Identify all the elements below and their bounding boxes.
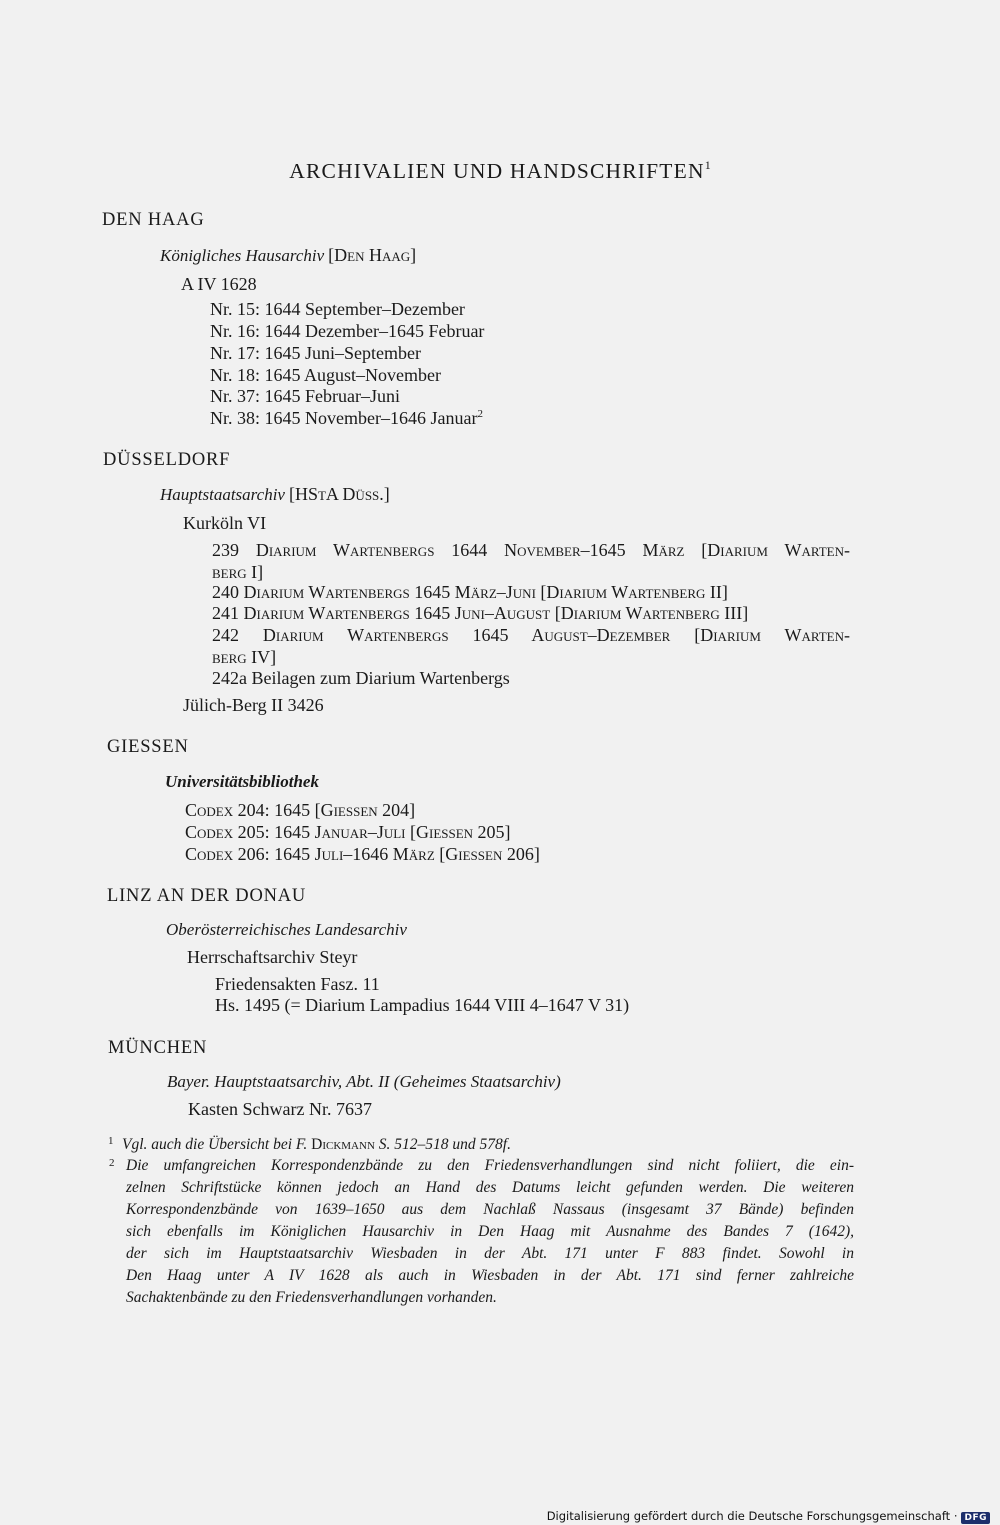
footnote-2-line: Die umfangreichen Korrespondenzbände zu den Friedensverhandlungen sind nicht foliiert, die ein- — [126, 1157, 854, 1174]
footnote-2-line: Korrespondenzbände von 1639–1650 aus dem Nachlaß Nassaus (insgesamt 37 Bände) befinden — [126, 1201, 854, 1218]
city-heading-linz: LINZ AN DER DONAU — [107, 886, 307, 906]
series-heading: Kurköln VI — [183, 513, 267, 533]
series-heading: Herrschaftsarchiv Steyr — [187, 947, 358, 967]
footnote-2-line: Den Haag unter A IV 1628 als auch in Wiesbaden in der Abt. 171 sind ferner zahlreiche — [126, 1267, 854, 1284]
footnote-ref-2: 2 — [477, 408, 483, 420]
institution-name: Universitätsbibliothek — [165, 772, 319, 791]
list-item: Nr. 18: 1645 August–November — [210, 365, 441, 385]
list-item: 241 Diarium Wartenbergs 1645 Juni–August [Diarium Wartenberg III] — [212, 603, 749, 623]
list-item: Nr. 15: 1644 September–Dezember — [210, 299, 465, 319]
footnote-2-line: zelnen Schriftstücke können jedoch an Hand des Datums leicht gefunden werden. Die weiteren — [126, 1179, 854, 1196]
page-title-text: ARCHIVALIEN UND HANDSCHRIFTEN — [289, 159, 705, 183]
institution-den-haag — [160, 245, 416, 266]
list-item: Nr. 17: 1645 Juni–September — [210, 343, 421, 363]
footnote-2-line: Sachaktenbände zu den Friedensverhandlungen vorhanden. — [126, 1289, 497, 1306]
list-item-text: Nr. 38: 1645 November–1646 Januar — [210, 408, 478, 428]
list-item-continuation: berg IV] — [212, 647, 277, 667]
city-heading-giessen: GIESSEN — [107, 737, 189, 757]
footnote-author: Dickmann — [311, 1136, 375, 1153]
series-heading: A IV 1628 — [181, 274, 257, 294]
institution-abbrev: [HStA Düss.] — [288, 484, 390, 504]
dfg-logo: DFG — [961, 1512, 990, 1524]
city-heading-den-haag: DEN HAAG — [102, 210, 205, 230]
list-item: 242a Beilagen zum Diarium Wartenbergs — [212, 668, 510, 688]
footnote-2-line: der sich im Hauptstaatsarchiv Wiesbaden in der Abt. 171 unter F 883 findet. Sowohl in — [126, 1245, 854, 1262]
list-item-continuation: berg I] — [212, 562, 264, 582]
list-item — [210, 408, 483, 429]
institution-name: Hauptstaatsarchiv — [160, 485, 285, 504]
list-item: Friedensakten Fasz. 11 — [215, 974, 380, 994]
institution-abbrev: [Den Haag] — [328, 245, 417, 265]
list-item: Nr. 16: 1644 Dezember–1645 Februar — [210, 321, 485, 341]
footnote-text: S. 512–518 und 578f. — [378, 1136, 511, 1153]
list-item: Hs. 1495 (= Diarium Lampadius 1644 VIII 4–1647 V 31) — [215, 995, 630, 1015]
institution-name: Oberösterreichisches Landesarchiv — [166, 920, 407, 939]
footnote-mark: 2 — [109, 1157, 115, 1169]
institution-duesseldorf — [160, 484, 390, 505]
list-item: 240 Diarium Wartenbergs 1645 März–Juni [Diarium Wartenberg II] — [212, 582, 728, 602]
footnote-2-line: sich ebenfalls im Königlichen Hausarchiv in Den Haag mit Ausnahme des Bandes 7 (1642), — [126, 1223, 854, 1240]
footnote-mark: 1 — [108, 1135, 114, 1147]
footer — [547, 1507, 990, 1525]
series-heading: Jülich-Berg II 3426 — [183, 695, 324, 715]
institution-name: Königliches Hausarchiv — [160, 246, 325, 265]
city-heading-muenchen: MÜNCHEN — [108, 1038, 208, 1058]
list-item: Codex 206: 1645 Juli–1646 März [Giessen 206] — [185, 844, 540, 864]
footnote-text: Vgl. auch die Übersicht bei F. — [122, 1136, 308, 1153]
list-item: Nr. 37: 1645 Februar–Juni — [210, 386, 400, 406]
footer-text: Digitalisierung gefördert durch die Deutsche Forschungsgemeinschaft · — [546, 1509, 958, 1523]
page-title — [0, 158, 1000, 184]
city-heading-duesseldorf: DÜSSELDORF — [103, 450, 231, 470]
institution-name: Bayer. Hauptstaatsarchiv, Abt. II (Geheimes Staatsarchiv) — [167, 1072, 561, 1091]
footnote-ref-1: 1 — [704, 158, 711, 172]
footnote-1 — [108, 1135, 511, 1154]
list-item: 242 Diarium Wartenbergs 1645 August–Dezember [Diarium Warten- — [212, 625, 850, 645]
list-item: Codex 205: 1645 Januar–Juli [Giessen 205] — [185, 822, 511, 842]
list-item: Codex 204: 1645 [Giessen 204] — [185, 800, 416, 820]
series-heading: Kasten Schwarz Nr. 7637 — [188, 1099, 372, 1119]
list-item: 239 Diarium Wartenbergs 1644 November–1645 März [Diarium Warten- — [212, 540, 850, 560]
